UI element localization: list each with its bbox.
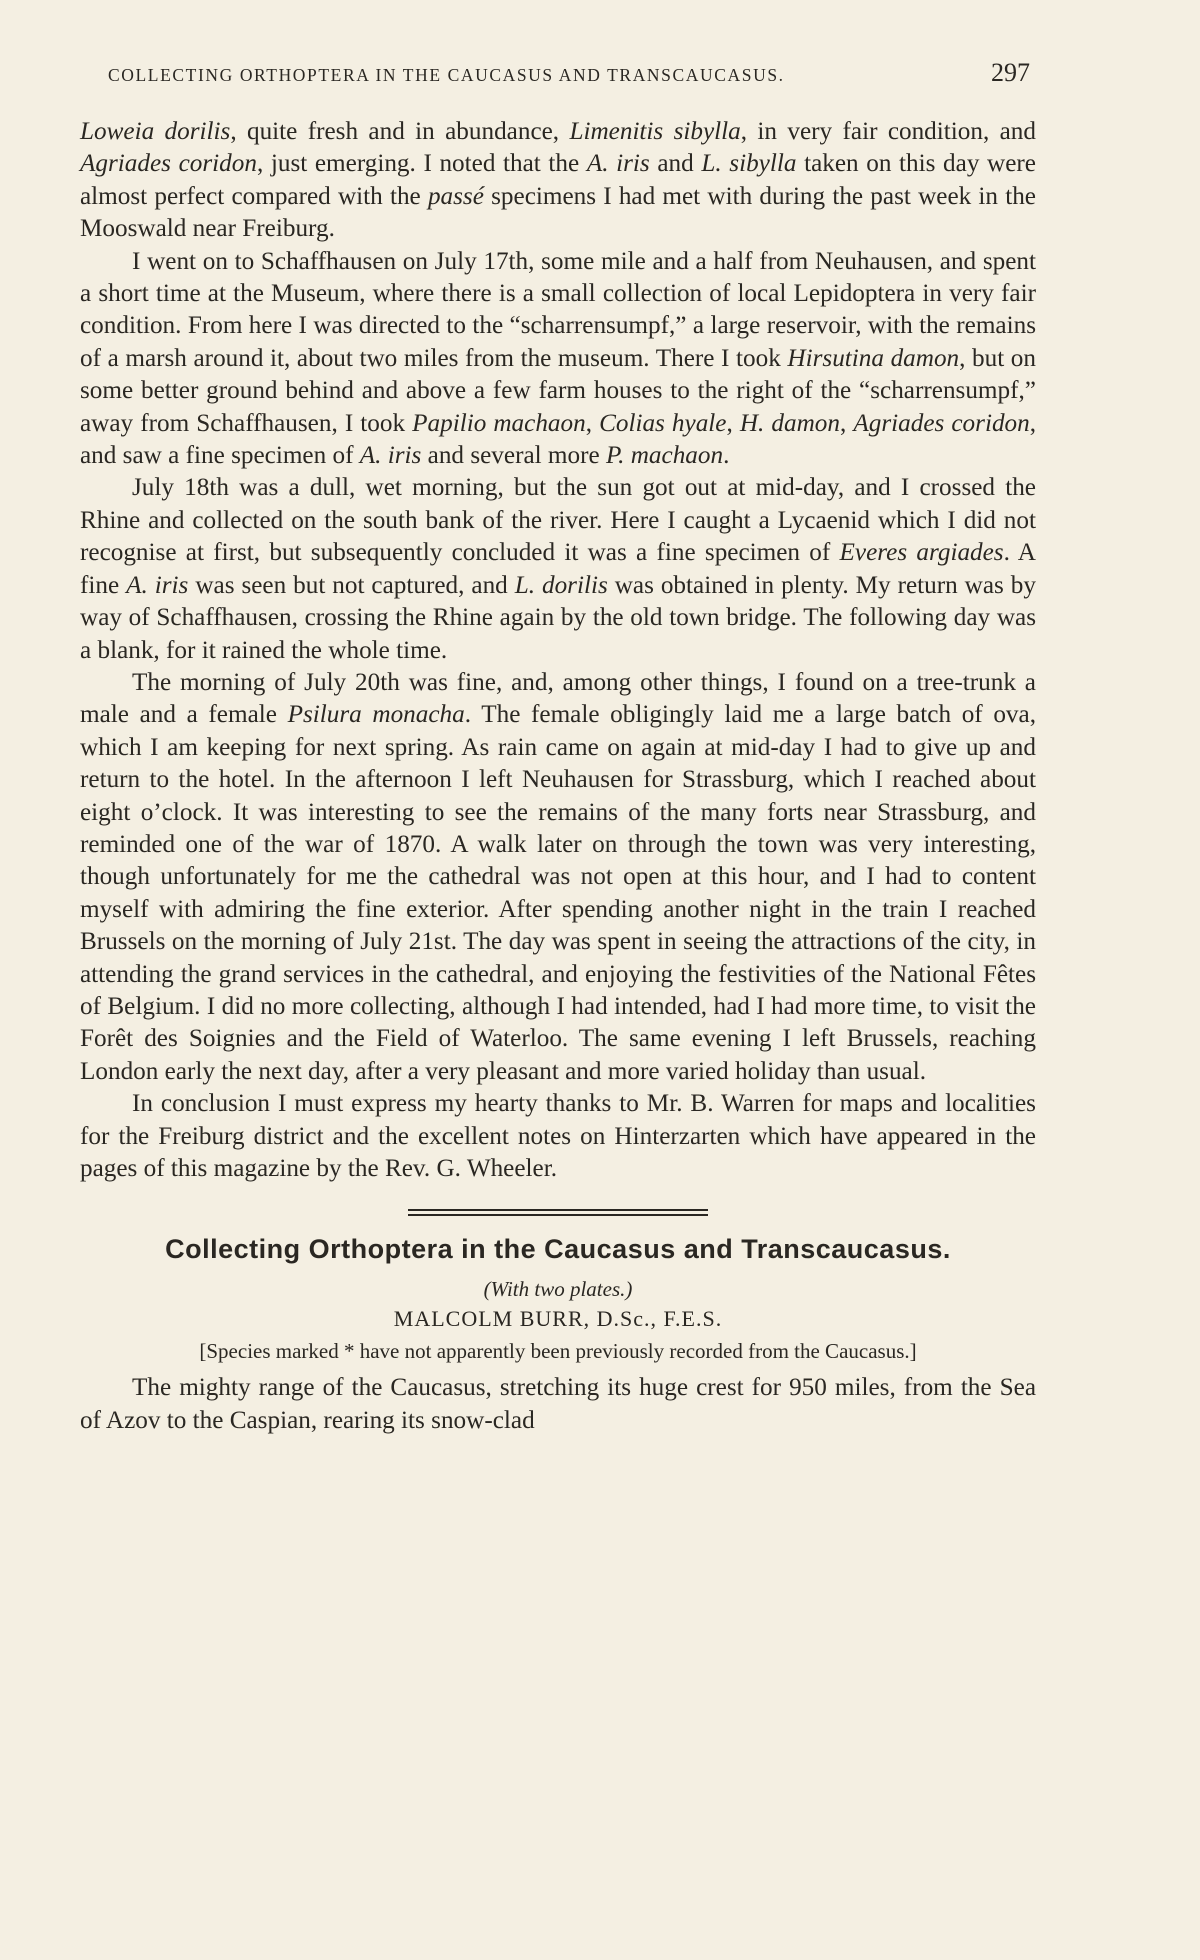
page (80, 58, 1036, 1437)
italic-run: L. dorilis (514, 571, 608, 599)
text-run: I went on to Schaffhausen on July 17th, some mile and a half from Neuhausen, and spent a short time at the Museum, where there is a small collection of local Lepidoptera in very fair condition. From here I was directed to the “scharrensumpf,” a large reservoir, with the remains of a marsh around it, about two miles from the museum. There I took (80, 247, 1036, 372)
page-number: 297 (991, 58, 1030, 87)
text-run: In conclusion I must express my hearty thanks to Mr. B. Warren for maps and localities for the Freiburg district and the excellent notes on Hinterzarten which have appeared in the pages of this magazine by the Rev. G. Wheeler. (80, 1090, 1036, 1182)
section-divider (408, 1209, 708, 1216)
body-paragraph (80, 116, 1036, 246)
text-run: and (649, 150, 702, 178)
text-run: , in very fair condition, and (740, 118, 1036, 145)
body-text (80, 116, 1036, 1185)
body-paragraph (80, 667, 1036, 1088)
italic-run: H. damon (739, 409, 840, 437)
italic-run: Psilura monacha (287, 701, 465, 729)
text-run: specimens I had met with during the past week in the Mooswald near Freiburg. (80, 182, 1036, 243)
text-run: . The female obligingly laid me a large batch of ova, which I am keeping for next spring. As rain came on again at mid-day I had to give up and return to the hotel. In the afternoon I left Neuhausen for Strassburg, which I reached about eight o’clock. It was interesting to see the remains of the many forts near Strassburg, and reminded one of the war of 1870. A walk later on through the town was very interesting, though unfortunately for me the cathedral was not open at this hour, and I had to content myself with admiring the fine exterior. After spending another night in the train I reached Brussels on the morning of July 21st. The day was spent in seeing the attractions of the city, in attending the grand services in the cathedral, and enjoying the festivities of the National Fêtes of Belgium. I did no more collecting, although I had intended, had I had more time, to visit the Forêt des Soignies and the Field of Waterloo. The same evening I left Brussels, reaching London early the next day, after a very pleasant and more varied holiday than usual. (80, 701, 1036, 1085)
text-run: , and saw a fine specimen of (80, 409, 1037, 470)
text-run: was seen but not captured, and (188, 571, 515, 599)
text-run: July 18th was a dull, wet morning, but the sun got out at mid-day, and I crossed the Rhine and collected on the south bank of the river. Here I caught a Lycaenid which I did not recognise at first, but subsequently concluded it was a fine specimen of (80, 474, 1036, 567)
italic-run: Agriades coridon (853, 409, 1030, 437)
text-run: taken on this day were almost perfect compared with the (80, 150, 1036, 210)
text-run: The morning of July 20th was fine, and, among other things, I found on a tree-trunk a male and a female (80, 668, 1036, 729)
text-run: , (839, 409, 854, 437)
species-note: [Species marked * have not apparently been previously recorded from the Caucasus.] (199, 1339, 917, 1364)
article-opening-paragraph: The mighty range of the Caucasus, stretching its huge crest for 950 miles, from the Sea of Azov to the Caspian, rearing its snow-clad (80, 1374, 1036, 1434)
article-title: Collecting Orthoptera in the Caucasus and Transcaucasus. (165, 1234, 951, 1265)
italic-run: Hirsutina damon (787, 344, 960, 372)
italic-run: A. iris (586, 150, 650, 178)
text-run: was obtained in plenty. My return was by way of Schaffhausen, crossing the Rhine again by the old town bridge. The following day was a blank, for it rained the whole time. (80, 571, 1036, 664)
italic-run: Agriades coridon (80, 150, 257, 178)
text-run: , (585, 409, 600, 437)
italic-run: Papilio machaon (412, 409, 586, 437)
italic-run: A. iris (126, 571, 189, 599)
author-line: MALCOLM BURR, D.Sc., F.E.S. (393, 1306, 723, 1332)
text-run: . (723, 442, 730, 470)
running-header (80, 58, 1036, 98)
italic-run: passé (427, 182, 484, 210)
divider-rule-top (408, 1209, 708, 1211)
italic-run: Limenitis sibylla (569, 118, 741, 145)
italic-run: Colias hyale (599, 409, 727, 437)
running-title: COLLECTING ORTHOPTERA IN THE CAUCASUS AND TRANSCAUCASUS. (108, 65, 785, 85)
text-run: and several more (421, 442, 606, 470)
body-paragraph (80, 246, 1036, 473)
body-paragraph (80, 472, 1036, 666)
italic-run: L. sibylla (701, 150, 797, 178)
plates-note: (With two plates.) (483, 1277, 633, 1302)
italic-run: Everes argiades (839, 539, 1004, 567)
text-run: , quite fresh and in abundance, (230, 118, 570, 145)
body-paragraph (80, 1088, 1036, 1185)
text-run: , (726, 409, 740, 437)
italic-run: Loweia dorilis (80, 118, 231, 145)
divider-rule-bottom (408, 1214, 708, 1216)
text-run: . A fine (80, 539, 1036, 599)
text-run: , but on some better ground behind and above a few farm houses to the right of the “scharrensumpf,” away from Schaffhausen, I took (80, 344, 1036, 437)
italic-run: A. iris (359, 442, 422, 470)
text-run: , just emerging. I noted that the (256, 150, 587, 178)
italic-run: P. machaon (606, 442, 724, 470)
